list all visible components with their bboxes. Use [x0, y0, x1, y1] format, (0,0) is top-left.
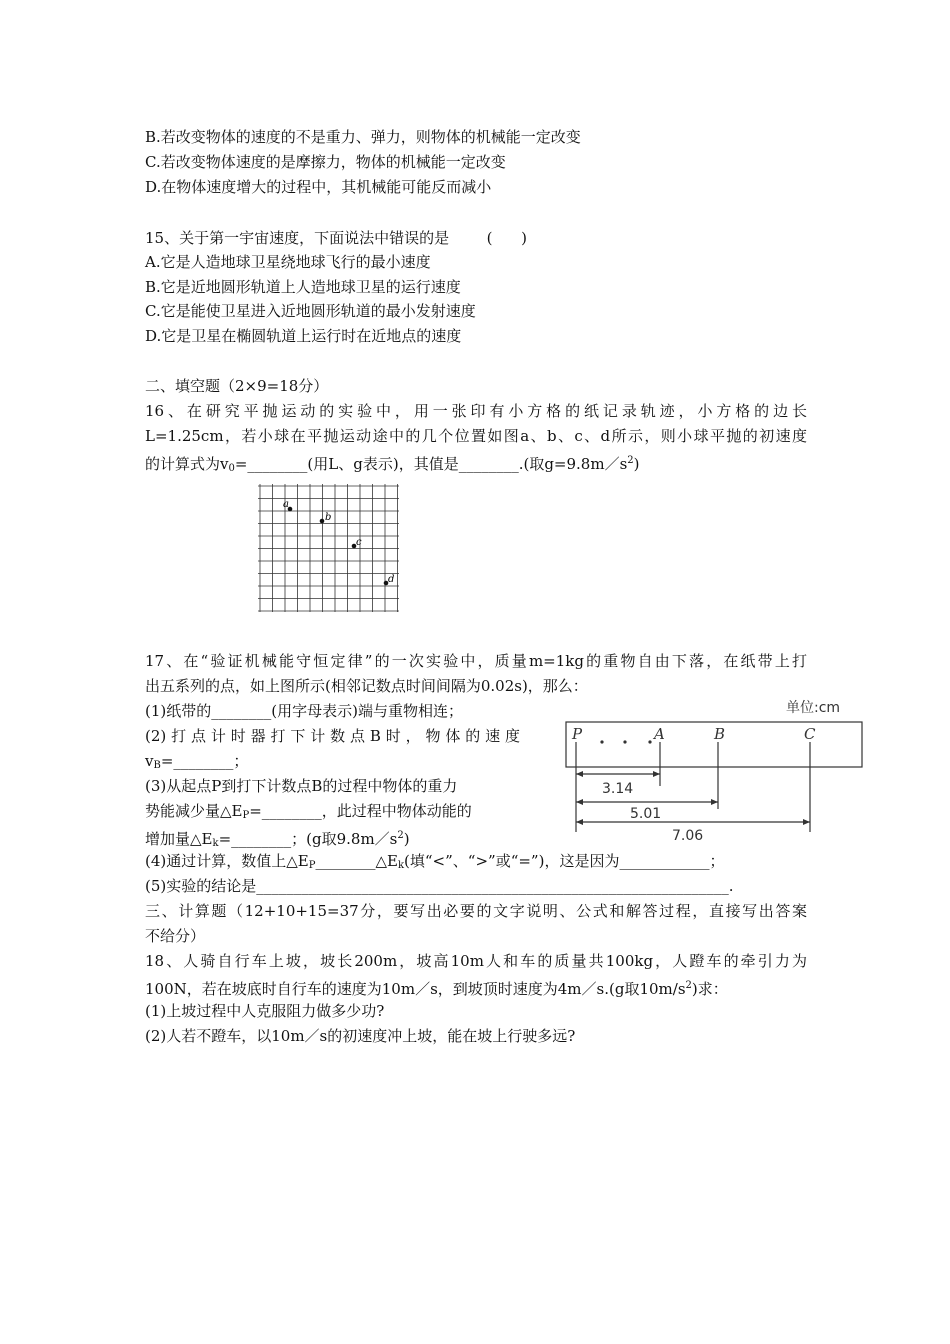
q16-superscript: 2: [627, 455, 634, 466]
q16-line2: L=1.25cm，若小球在平抛运动途中的几个位置如图a、b、c、d所示，则小球平抛的初速度: [145, 427, 807, 445]
q18-part2: (2)人若不蹬车，以10m／s的初速度冲上坡，能在坡上行驶多远?: [145, 1027, 576, 1045]
q17-p4-post: (填“<”、“>”或“=”)，这是因为____________；: [404, 852, 725, 870]
tape-unit-label: 单位:cm: [786, 700, 841, 716]
tape-measure-pc: 7.06: [672, 828, 704, 844]
tape-dot-1: [600, 740, 603, 743]
q15-option-b: B.它是近地圆形轨道上人造地球卫星的运行速度: [145, 278, 461, 296]
tape-measure-pb: 5.01: [630, 806, 662, 822]
q17-p4-mid: ________△E: [315, 852, 398, 870]
q16-v0-subscript: 0: [228, 463, 235, 474]
q16-line3-a: 的计算式为v: [145, 455, 229, 473]
paper-tape-figure: [560, 694, 866, 844]
q17-part3-line2: [145, 800, 472, 827]
q18-line2-b: )求：: [691, 980, 728, 998]
q18-part1: (1)上坡过程中人克服阻力做多少功?: [145, 1002, 385, 1020]
q18-line2: [145, 975, 728, 1000]
q17-part2-line2: [145, 750, 248, 777]
section3-heading-line1: 三、计算题（12+10+15=37分，要写出必要的文字说明、公式和解答过程，直接写出答案: [145, 902, 807, 920]
point-d-label: d: [388, 574, 395, 585]
q17-line2: 出五系列的点，如上图所示(相邻记数点时间间隔为0.02s)，那么：: [145, 677, 588, 695]
q15-answer-blank: ( ): [486, 229, 527, 247]
q17-ek-mid: =________；(g取9.8m／s: [218, 830, 398, 848]
q17-part1: (1)纸带的________(用字母表示)端与重物相连；: [145, 702, 463, 720]
q15-stem-text: 15、关于第一宇宙速度，下面说法中错误的是: [145, 229, 450, 247]
tape-measure-pa: 3.14: [602, 781, 634, 797]
point-a-label: a: [283, 499, 289, 510]
q17-p4-sub2: k: [397, 860, 405, 871]
trajectory-grid-figure: [258, 484, 403, 614]
q18-line2-a: 100N，若在坡底时自行车的速度为10m／s，到坡顶时速度为4m／s.(g取10m/s: [145, 980, 686, 998]
q17-part3-line1: (3)从起点P到打下计数点B的过程中物体的重力: [145, 777, 458, 795]
q17-ek-superscript: 2: [397, 830, 404, 841]
point-b: [320, 519, 325, 524]
q16-line3-c: ): [633, 455, 640, 473]
q17-part2-line1: (2)打点计时器打下计数点B时，物体的速度: [145, 727, 520, 745]
q17-ep-post: =________，此过程中物体动能的: [249, 802, 472, 820]
q17-part5: (5)实验的结论是_______________________________________________________________.: [145, 877, 734, 895]
q15-stem: [145, 227, 527, 249]
tape-arrowheads: [576, 771, 810, 825]
q17-ek-pre: 增加量△E: [145, 830, 213, 848]
q16-line3: [145, 450, 640, 480]
q17-ep-pre: 势能减少量△E: [145, 802, 243, 820]
q18-superscript: 2: [685, 980, 692, 991]
q17-ek-post: ): [403, 830, 410, 848]
q17-ek-subscript: k: [212, 838, 219, 849]
q14-option-b: B.若改变物体的速度的不是重力、弹力，则物体的机械能一定改变: [145, 128, 581, 146]
q14-option-c: C.若改变物体速度的是摩擦力，物体的机械能一定改变: [145, 153, 506, 171]
point-b-label: b: [325, 512, 332, 523]
q15-option-c: C.它是能使卫星进入近地圆形轨道的最小发射速度: [145, 302, 476, 320]
q16-line1: 16、在研究平抛运动的实验中，用一张印有小方格的纸记录轨迹，小方格的边长: [145, 402, 807, 420]
q15-option-a: A.它是人造地球卫星绕地球飞行的最小速度: [145, 253, 431, 271]
tape-label-b: B: [714, 725, 726, 743]
point-c-label: c: [356, 537, 362, 548]
q17-p4-pre: (4)通过计算，数值上△E: [145, 852, 309, 870]
tape-label-c: C: [804, 725, 816, 743]
q17-vb-blank: =________；: [160, 752, 249, 770]
q16-line3-b: =________(用L、g表示)，其值是________.(取g=9.8m／s: [234, 455, 628, 473]
grid-lines: [258, 484, 399, 612]
tape-label-a: A: [654, 725, 665, 743]
section2-heading: 二、填空题（2×9=18分）: [145, 377, 329, 395]
q17-p4-sub1: P: [308, 860, 316, 871]
q17-part4: [145, 850, 724, 877]
q17-vb-subscript: B: [153, 760, 161, 771]
tape-label-p: P: [572, 725, 583, 743]
q17-ep-subscript: P: [242, 810, 250, 821]
q14-option-d: D.在物体速度增大的过程中，其机械能可能反而减小: [145, 178, 492, 196]
q15-option-d: D.它是卫星在椭圆轨道上运行时在近地点的速度: [145, 327, 462, 345]
tape-dot-3: [648, 740, 651, 743]
q17-line1: 17、在“验证机械能守恒定律”的一次实验中，质量m=1kg的重物自由下落，在纸带上打: [145, 652, 807, 670]
q17-vb-v: v: [145, 752, 154, 770]
q18-line1: 18、人骑自行车上坡，坡长200m，坡高10m人和车的质量共100kg，人蹬车的牵引力为: [145, 952, 807, 970]
tape-dot-2: [623, 740, 626, 743]
section3-heading-line2: 不给分）: [145, 927, 206, 945]
